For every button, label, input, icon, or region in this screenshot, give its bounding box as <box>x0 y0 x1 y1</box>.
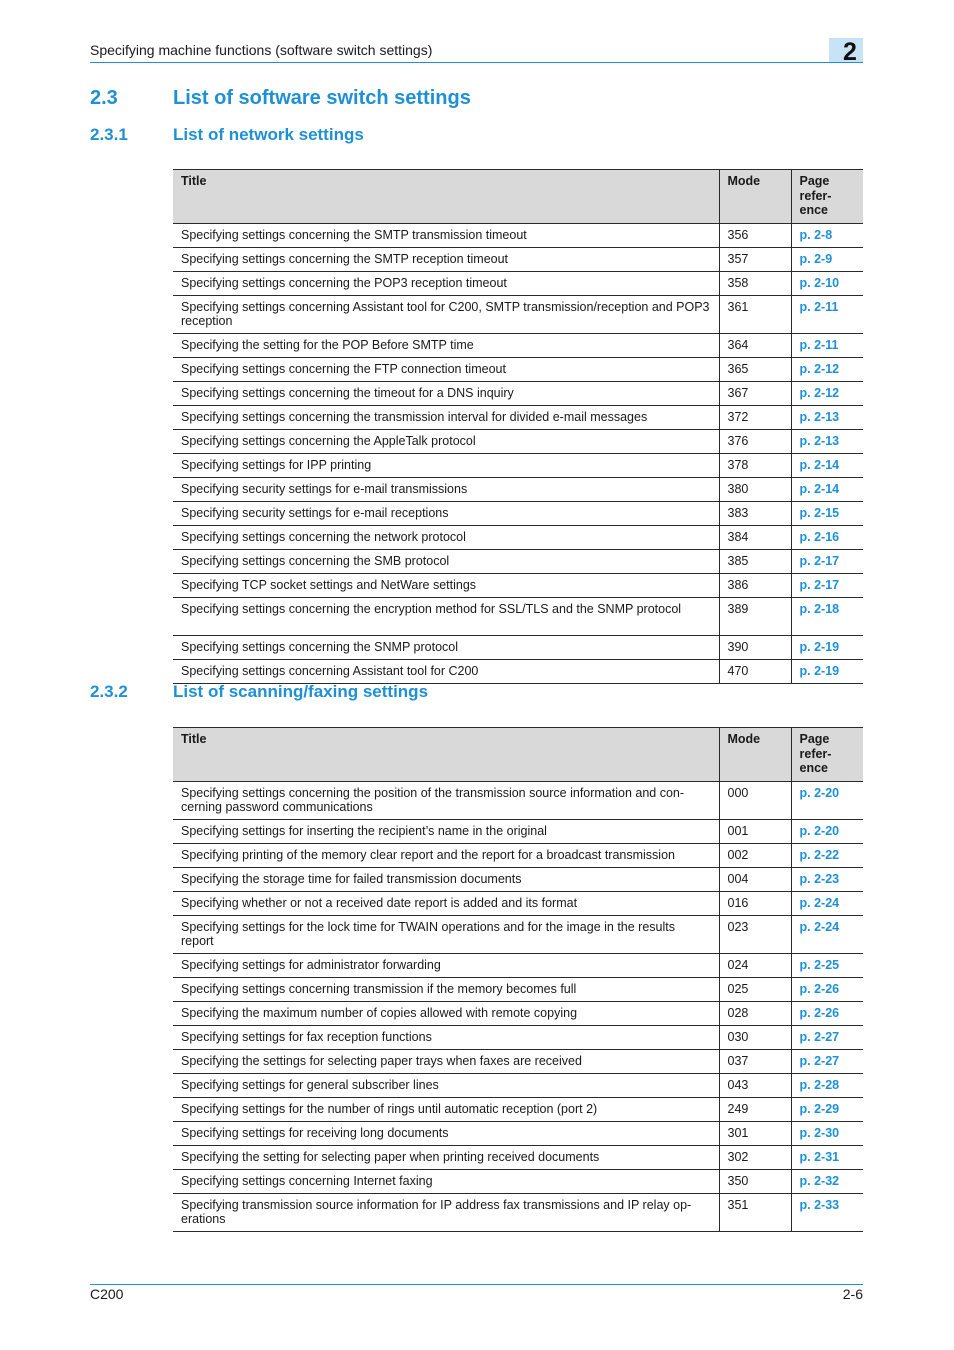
setting-title-cell: Specifying settings concerning Assistant tool for C200 <box>173 659 719 683</box>
table-row <box>173 953 863 977</box>
mode-cell: 025 <box>719 977 791 1001</box>
table-row <box>173 573 863 597</box>
table-row <box>173 1049 863 1073</box>
table-row <box>173 635 863 659</box>
page-reference-link[interactable]: p. 2-26 <box>791 1001 863 1025</box>
page-reference-link[interactable]: p. 2-10 <box>791 271 863 295</box>
setting-title-cell: Specifying settings concerning the network protocol <box>173 525 719 549</box>
mode-cell: 301 <box>719 1121 791 1145</box>
page-reference-link[interactable]: p. 2-27 <box>791 1049 863 1073</box>
setting-title-cell: Specifying settings for inserting the recipient’s name in the original <box>173 819 719 843</box>
setting-title-cell: Specifying the setting for selecting paper when printing received documents <box>173 1145 719 1169</box>
page-reference-link[interactable]: p. 2-26 <box>791 977 863 1001</box>
setting-title-cell: Specifying settings for the lock time for TWAIN operations and for the image in the results report <box>173 915 719 953</box>
table-row <box>173 1025 863 1049</box>
setting-title-cell: Specifying settings concerning the timeout for a DNS inquiry <box>173 381 719 405</box>
column-header-title: Title <box>173 728 719 782</box>
setting-title-cell: Specifying settings concerning transmission if the memory becomes full <box>173 977 719 1001</box>
column-header-page-reference: Page refer- ence <box>791 170 863 224</box>
mode-cell: 376 <box>719 429 791 453</box>
page-reference-link[interactable]: p. 2-19 <box>791 659 863 683</box>
subsection-title: List of scanning/faxing settings <box>173 682 429 701</box>
column-header-page-reference: Page refer- ence <box>791 728 863 782</box>
table-row <box>173 891 863 915</box>
page-reference-link[interactable]: p. 2-27 <box>791 1025 863 1049</box>
table-row <box>173 1121 863 1145</box>
table-row <box>173 525 863 549</box>
mode-cell: 002 <box>719 843 791 867</box>
page-reference-link[interactable]: p. 2-20 <box>791 781 863 819</box>
table-row <box>173 597 863 635</box>
mode-cell: 364 <box>719 333 791 357</box>
page-reference-link[interactable]: p. 2-12 <box>791 357 863 381</box>
setting-title-cell: Specifying transmission source information for IP address fax transmissions and IP relay op- erations <box>173 1193 719 1231</box>
mode-cell: 001 <box>719 819 791 843</box>
setting-title-cell: Specifying the setting for the POP Before SMTP time <box>173 333 719 357</box>
table-row <box>173 333 863 357</box>
table-row <box>173 381 863 405</box>
page-reference-link[interactable]: p. 2-25 <box>791 953 863 977</box>
page-reference-link[interactable]: p. 2-24 <box>791 891 863 915</box>
setting-title-cell: Specifying TCP socket settings and NetWare settings <box>173 573 719 597</box>
page-reference-link[interactable]: p. 2-11 <box>791 295 863 333</box>
setting-title-cell: Specifying settings concerning the FTP connection timeout <box>173 357 719 381</box>
page-reference-link[interactable]: p. 2-14 <box>791 477 863 501</box>
mode-cell: 351 <box>719 1193 791 1231</box>
table-row <box>173 501 863 525</box>
setting-title-cell: Specifying settings concerning the position of the transmission source information and con- cerning password communications <box>173 781 719 819</box>
page-reference-link[interactable]: p. 2-30 <box>791 1121 863 1145</box>
column-header-mode: Mode <box>719 170 791 224</box>
mode-cell: 365 <box>719 357 791 381</box>
page-reference-link[interactable]: p. 2-12 <box>791 381 863 405</box>
column-header-mode: Mode <box>719 728 791 782</box>
table-row <box>173 295 863 333</box>
table-row <box>173 867 863 891</box>
setting-title-cell: Specifying printing of the memory clear report and the report for a broadcast transmission <box>173 843 719 867</box>
mode-cell: 367 <box>719 381 791 405</box>
mode-cell: 385 <box>719 549 791 573</box>
setting-title-cell: Specifying settings concerning the SMTP reception timeout <box>173 247 719 271</box>
network-settings-table <box>173 169 863 684</box>
setting-title-cell: Specifying settings concerning the POP3 reception timeout <box>173 271 719 295</box>
chapter-number: 2 <box>843 38 857 66</box>
page-reference-link[interactable]: p. 2-29 <box>791 1097 863 1121</box>
page-reference-link[interactable]: p. 2-15 <box>791 501 863 525</box>
setting-title-cell: Specifying the maximum number of copies allowed with remote copying <box>173 1001 719 1025</box>
setting-title-cell: Specifying security settings for e-mail transmissions <box>173 477 719 501</box>
table-row <box>173 271 863 295</box>
mode-cell: 378 <box>719 453 791 477</box>
page-reference-link[interactable]: p. 2-17 <box>791 573 863 597</box>
footer-rule <box>90 1284 863 1285</box>
table-row <box>173 405 863 429</box>
table-row <box>173 549 863 573</box>
subsection-title: List of network settings <box>173 125 364 144</box>
setting-title-cell: Specifying the storage time for failed transmission documents <box>173 867 719 891</box>
page-reference-link[interactable]: p. 2-24 <box>791 915 863 953</box>
table-row <box>173 977 863 1001</box>
table-row <box>173 1169 863 1193</box>
mode-cell: 380 <box>719 477 791 501</box>
mode-cell: 470 <box>719 659 791 683</box>
table-row <box>173 223 863 247</box>
table-row <box>173 1145 863 1169</box>
setting-title-cell: Specifying whether or not a received date report is added and its format <box>173 891 719 915</box>
footer-model: C200 <box>90 1286 124 1302</box>
setting-title-cell: Specifying settings concerning the transmission interval for divided e-mail messages <box>173 405 719 429</box>
page-reference-link[interactable]: p. 2-13 <box>791 429 863 453</box>
page-reference-link[interactable]: p. 2-9 <box>791 247 863 271</box>
page-reference-link[interactable]: p. 2-31 <box>791 1145 863 1169</box>
page-reference-link[interactable]: p. 2-22 <box>791 843 863 867</box>
setting-title-cell: Specifying settings for IPP printing <box>173 453 719 477</box>
mode-cell: 384 <box>719 525 791 549</box>
table-row <box>173 659 863 683</box>
mode-cell: 004 <box>719 867 791 891</box>
mode-cell: 043 <box>719 1073 791 1097</box>
page-reference-link[interactable]: p. 2-33 <box>791 1193 863 1231</box>
setting-title-cell: Specifying settings concerning Internet faxing <box>173 1169 719 1193</box>
mode-cell: 372 <box>719 405 791 429</box>
page-reference-link[interactable]: p. 2-11 <box>791 333 863 357</box>
page-reference-link[interactable]: p. 2-20 <box>791 819 863 843</box>
setting-title-cell: Specifying settings for general subscriber lines <box>173 1073 719 1097</box>
setting-title-cell: Specifying settings concerning Assistant tool for C200, SMTP transmission/reception and POP3 reception <box>173 295 719 333</box>
mode-cell: 037 <box>719 1049 791 1073</box>
mode-cell: 356 <box>719 223 791 247</box>
table-row <box>173 1193 863 1231</box>
table-row <box>173 357 863 381</box>
mode-cell: 028 <box>719 1001 791 1025</box>
mode-cell: 302 <box>719 1145 791 1169</box>
running-header: Specifying machine functions (software switch settings) <box>90 42 433 58</box>
page-reference-link[interactable]: p. 2-19 <box>791 635 863 659</box>
mode-cell: 389 <box>719 597 791 635</box>
table-row <box>173 1073 863 1097</box>
mode-cell: 030 <box>719 1025 791 1049</box>
table-row <box>173 477 863 501</box>
table-row <box>173 819 863 843</box>
page-reference-link[interactable]: p. 2-32 <box>791 1169 863 1193</box>
page-reference-link[interactable]: p. 2-17 <box>791 549 863 573</box>
subsection-number: 2.3.2 <box>90 682 128 701</box>
mode-cell: 000 <box>719 781 791 819</box>
mode-cell: 383 <box>719 501 791 525</box>
mode-cell: 386 <box>719 573 791 597</box>
page-reference-link[interactable]: p. 2-13 <box>791 405 863 429</box>
footer-page-number: 2-6 <box>842 1286 863 1302</box>
mode-cell: 016 <box>719 891 791 915</box>
section-number: 2.3 <box>90 87 118 109</box>
setting-title-cell: Specifying settings concerning the SNMP protocol <box>173 635 719 659</box>
column-header-title: Title <box>173 170 719 224</box>
setting-title-cell: Specifying security settings for e-mail receptions <box>173 501 719 525</box>
table-row <box>173 429 863 453</box>
table-row <box>173 781 863 819</box>
table-row <box>173 247 863 271</box>
mode-cell: 358 <box>719 271 791 295</box>
table-row <box>173 915 863 953</box>
setting-title-cell: Specifying settings concerning the encryption method for SSL/TLS and the SNMP protocol <box>173 597 719 635</box>
page-reference-link[interactable]: p. 2-23 <box>791 867 863 891</box>
page-reference-link[interactable]: p. 2-18 <box>791 597 863 635</box>
setting-title-cell: Specifying settings for receiving long documents <box>173 1121 719 1145</box>
mode-cell: 249 <box>719 1097 791 1121</box>
table-row <box>173 453 863 477</box>
setting-title-cell: Specifying settings concerning the SMB protocol <box>173 549 719 573</box>
table-row <box>173 1001 863 1025</box>
setting-title-cell: Specifying settings concerning the SMTP transmission timeout <box>173 223 719 247</box>
setting-title-cell: Specifying settings for the number of rings until automatic reception (port 2) <box>173 1097 719 1121</box>
mode-cell: 390 <box>719 635 791 659</box>
page-reference-link[interactable]: p. 2-8 <box>791 223 863 247</box>
mode-cell: 350 <box>719 1169 791 1193</box>
mode-cell: 024 <box>719 953 791 977</box>
subsection-number: 2.3.1 <box>90 125 128 144</box>
page-reference-link[interactable]: p. 2-28 <box>791 1073 863 1097</box>
mode-cell: 361 <box>719 295 791 333</box>
page-reference-link[interactable]: p. 2-16 <box>791 525 863 549</box>
table-row <box>173 1097 863 1121</box>
table-header-row <box>173 170 863 224</box>
scanning-faxing-settings-table <box>173 727 863 1232</box>
mode-cell: 023 <box>719 915 791 953</box>
setting-title-cell: Specifying settings for fax reception functions <box>173 1025 719 1049</box>
setting-title-cell: Specifying settings for administrator forwarding <box>173 953 719 977</box>
table-header-row <box>173 728 863 782</box>
setting-title-cell: Specifying settings concerning the AppleTalk protocol <box>173 429 719 453</box>
section-title: List of software switch settings <box>173 87 471 109</box>
table-row <box>173 843 863 867</box>
setting-title-cell: Specifying the settings for selecting paper trays when faxes are received <box>173 1049 719 1073</box>
mode-cell: 357 <box>719 247 791 271</box>
page-reference-link[interactable]: p. 2-14 <box>791 453 863 477</box>
header-rule <box>90 62 863 63</box>
